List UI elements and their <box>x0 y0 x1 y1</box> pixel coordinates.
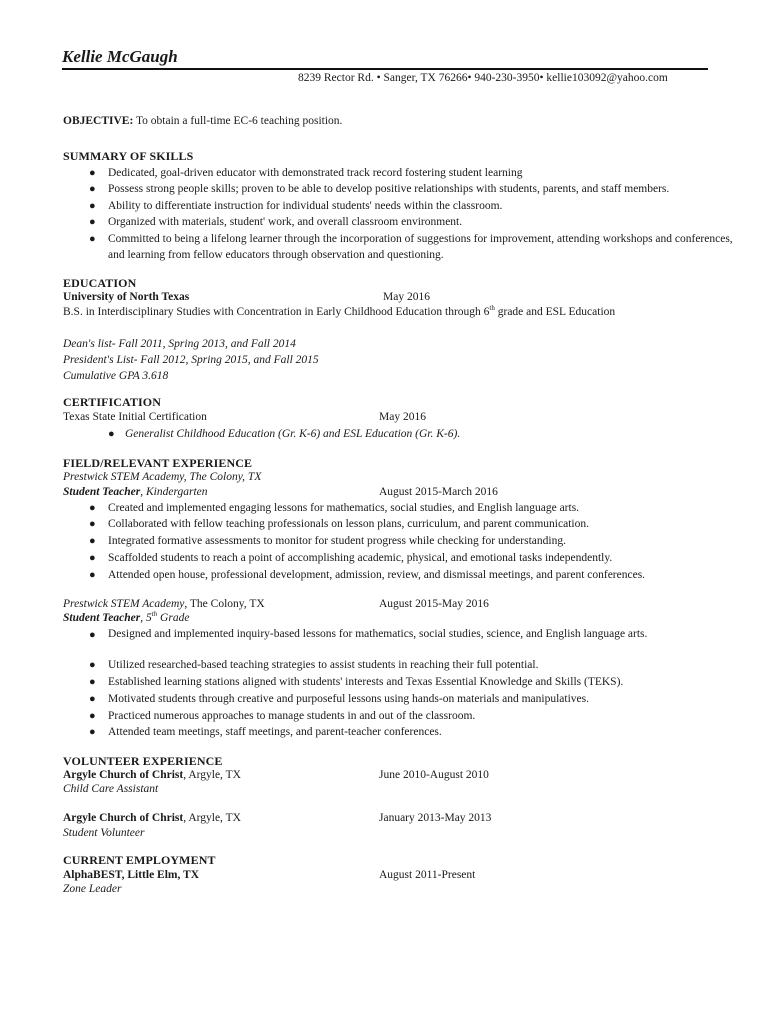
employment-role: Zone Leader <box>63 883 122 895</box>
job-item: Practiced numerous approaches to manage students in and out of the classroom. <box>108 710 476 722</box>
skill-item: Ability to differentiate instruction for individual students' needs within the classroom. <box>108 200 503 212</box>
job-item: Designed and implemented inquiry-based lessons for mathematics, social studies, science, and English language arts. <box>108 628 648 640</box>
objective <box>63 114 342 128</box>
job-item: Integrated formative assessments to monitor for student progress while checking for understanding. <box>108 535 566 547</box>
job-school <box>63 597 265 611</box>
bullet-icon: ● <box>89 216 96 228</box>
header-rule <box>62 68 708 70</box>
bullet-icon: ● <box>89 502 96 514</box>
certification-item: Generalist Childhood Education (Gr. K-6) and ESL Education (Gr. K-6). <box>125 428 461 440</box>
job-role-detail: , Kindergarten <box>140 486 208 498</box>
objective-label: OBJECTIVE: <box>63 115 134 127</box>
volunteer-role: Child Care Assistant <box>63 783 159 795</box>
bullet-icon: ● <box>89 676 96 688</box>
certification-name: Texas State Initial Certification <box>63 411 207 423</box>
bullet-icon: ● <box>108 428 115 440</box>
job-school: Prestwick STEM Academy, The Colony, TX <box>63 471 262 483</box>
skill-item: Possess strong people skills; proven to be able to develop positive relationships with students, parents, and staff members. <box>108 183 670 195</box>
job-school-location: , The Colony, TX <box>184 598 265 610</box>
volunteer-role: Student Volunteer <box>63 827 145 839</box>
bullet-icon: ● <box>89 183 96 195</box>
school-name: University of North Texas <box>63 291 190 303</box>
volunteer-org-location: , Argyle, TX <box>183 812 241 824</box>
bullet-icon: ● <box>89 518 96 530</box>
degree <box>63 305 615 319</box>
volunteer-date: January 2013-May 2013 <box>379 812 492 824</box>
job-item: Motivated students through creative and purposeful lessons using hands-on materials and manipulatives. <box>108 693 589 705</box>
skill-item: Dedicated, goal-driven educator with demonstrated track record fostering student learning <box>108 167 523 179</box>
job-role-detail: , 5 <box>140 612 152 624</box>
volunteer-heading: VOLUNTEER EXPERIENCE <box>63 754 223 768</box>
job-item: Attended open house, professional development, admission, review, and dismissal meetings, and parent conferences. <box>108 569 646 581</box>
job-role-sup: th <box>151 610 158 618</box>
volunteer-org-name: Argyle Church of Christ <box>63 769 184 781</box>
bullet-icon: ● <box>89 569 96 581</box>
honor-item: Cumulative GPA 3.618 <box>63 370 169 382</box>
experience-heading: FIELD/RELEVANT EXPERIENCE <box>63 456 253 470</box>
bullet-icon: ● <box>89 167 96 179</box>
skill-item: Committed to being a lifelong learner through the incorporation of suggestions for improvement, attending workshops and conferences, and learning from fellow educators through observation and questioning. <box>108 233 733 262</box>
job-role-title: Student Teacher <box>63 612 141 624</box>
job-date: August 2015-May 2016 <box>379 598 489 610</box>
contact-line: 8239 Rector Rd. • Sanger, TX 76266• 940-230-3950• kellie103092@yahoo.com <box>298 72 668 84</box>
employment-heading: CURRENT EMPLOYMENT <box>63 853 216 867</box>
job-role-detail-end: Grade <box>157 612 190 624</box>
skills-heading: SUMMARY OF SKILLS <box>63 149 194 163</box>
job-date: August 2015-March 2016 <box>379 486 498 498</box>
bullet-icon: ● <box>89 659 96 671</box>
honor-item: President's List- Fall 2012, Spring 2015, and Fall 2015 <box>63 354 319 366</box>
employment-date: August 2011-Present <box>379 869 476 881</box>
job-role-title: Student Teacher <box>63 486 141 498</box>
bullet-icon: ● <box>89 200 96 212</box>
job-item: Scaffolded students to reach a point of accomplishing academic, physical, and emotional tasks independently. <box>108 552 613 564</box>
bullet-icon: ● <box>89 552 96 564</box>
volunteer-org <box>63 768 241 782</box>
bullet-icon: ● <box>89 693 96 705</box>
honor-item: Dean's list- Fall 2011, Spring 2013, and Fall 2014 <box>63 338 296 350</box>
volunteer-org-location: , Argyle, TX <box>183 769 241 781</box>
skill-item: Organized with materials, student' work, and overall classroom environment. <box>108 216 463 228</box>
degree-text: B.S. in Interdisciplinary Studies with Concentration in Early Childhood Education through 6 <box>63 306 490 318</box>
volunteer-org-name: Argyle Church of Christ <box>63 812 184 824</box>
bullet-icon: ● <box>89 710 96 722</box>
volunteer-date: June 2010-August 2010 <box>379 769 489 781</box>
job-item: Utilized researched-based teaching strategies to assist students in reaching their full potential. <box>108 659 539 671</box>
degree-text-end: grade and ESL Education <box>494 306 616 318</box>
job-role <box>63 485 208 499</box>
job-role <box>63 611 189 625</box>
objective-text: To obtain a full-time EC-6 teaching position. <box>133 115 343 127</box>
degree-sup: th <box>489 304 495 312</box>
job-school-name: Prestwick STEM Academy <box>63 598 185 610</box>
certification-heading: CERTIFICATION <box>63 395 162 409</box>
certification-date: May 2016 <box>379 411 426 423</box>
employment-org: AlphaBEST, Little Elm, TX <box>63 869 200 881</box>
job-item: Attended team meetings, staff meetings, and parent-teacher conferences. <box>108 726 442 738</box>
bullet-icon: ● <box>89 535 96 547</box>
volunteer-org <box>63 811 241 825</box>
graduation-date: May 2016 <box>383 291 430 303</box>
bullet-icon: ● <box>89 629 96 641</box>
bullet-icon: ● <box>89 726 96 738</box>
education-heading: EDUCATION <box>63 276 137 290</box>
bullet-icon: ● <box>89 233 96 245</box>
job-item: Established learning stations aligned with students' interests and Texas Essential Knowledge and Skills (TEKS). <box>108 676 624 688</box>
job-item: Created and implemented engaging lessons for mathematics, social studies, and English language arts. <box>108 502 580 514</box>
job-item: Collaborated with fellow teaching professionals on lesson plans, curriculum, and parent communication. <box>108 518 589 530</box>
candidate-name: Kellie McGaugh <box>62 47 178 66</box>
